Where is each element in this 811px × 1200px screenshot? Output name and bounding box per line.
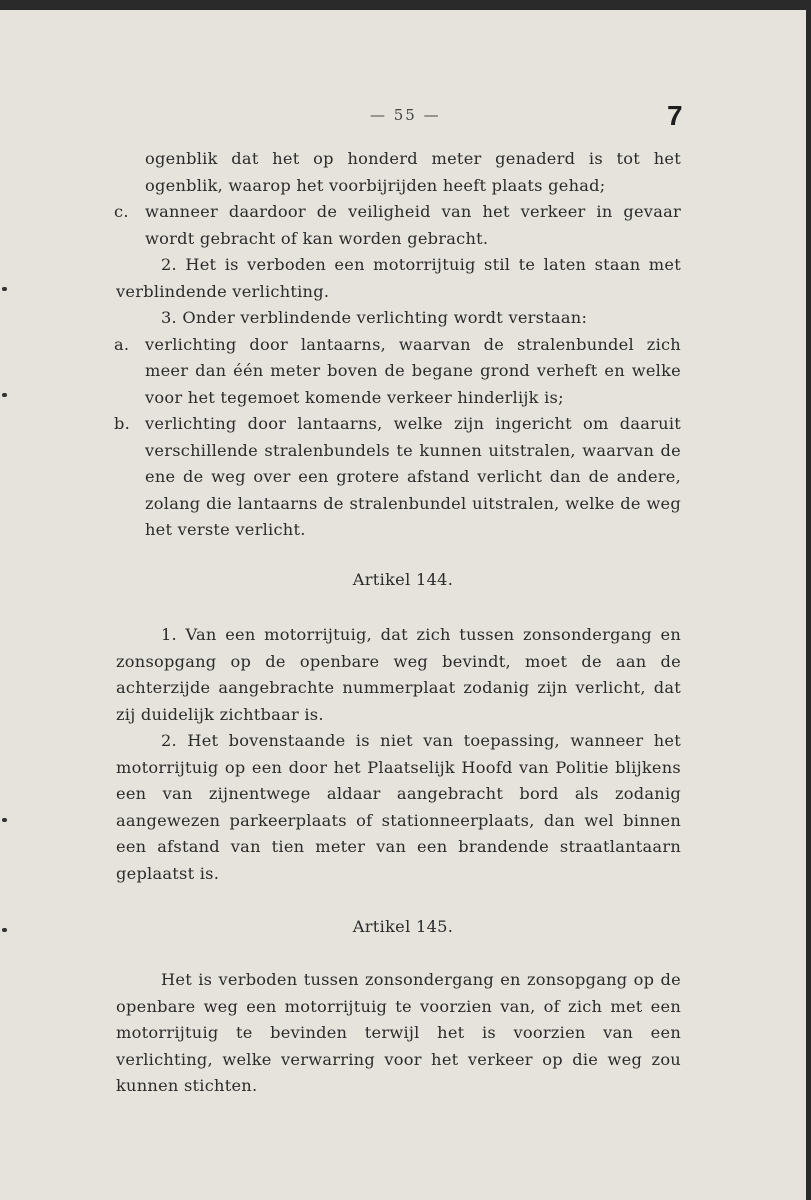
continuation-text: ogenblik dat het op honderd meter genaderd is tot het ogenblik, waarop het voorbijrijden heeft plaats gehad; <box>145 149 681 195</box>
article-144-body <box>116 622 681 887</box>
list-item-a <box>116 332 681 412</box>
article-144-paragraph-2: 2. Het bovenstaande is niet van toepassing, wanneer het motorrijtuig op een door het Plaatselijk Hoofd van Politie blijkens een van zijnentwege aldaar aangebracht bord als zodanig aangewezen parkeerplaats of stationneerplaats, dan wel binnen een afstand van tien meter van een brandende straatlantaarn geplaatst is. <box>116 731 681 883</box>
list-item-text: wanneer daardoor de veiligheid van het verkeer in gevaar wordt gebracht of kan worden gebracht. <box>145 202 681 248</box>
article-144-paragraph-1: 1. Van een motorrijtuig, dat zich tussen zonsondergang en zonsopgang op de openbare weg bevindt, moet de aan de achterzijde aangebrachte nummerplaat zodanig zijn verlicht, dat zij duidelijk zichtbaar is. <box>116 625 681 724</box>
document-page <box>0 10 806 1200</box>
list-item-b <box>116 411 681 544</box>
article-145-body <box>116 967 681 1100</box>
page-header <box>0 100 806 146</box>
article-145-heading: Artikel 145. <box>352 917 454 936</box>
article-144-heading: Artikel 144. <box>352 570 454 589</box>
list-marker: a. <box>114 334 130 354</box>
paragraph-2: 2. Het is verboden een motorrijtuig stil te laten staan met verblindende verlichting. <box>116 255 681 301</box>
article-145-paragraph-1: Het is verboden tussen zonsondergang en zonsopgang op de openbare weg een motorrijtuig te voorzien van, of zich met een motorrijtuig te bevinden terwijl het is voorzien van een verlichting, welke verwarring voor het verkeer op die weg zou kunnen stichten. <box>116 970 681 1095</box>
margin-speck <box>2 818 7 822</box>
sheet-number: 7 <box>667 100 683 131</box>
text-block-top <box>116 146 681 544</box>
margin-speck <box>2 928 7 932</box>
page-number: — 55 — <box>370 106 441 124</box>
list-item-c <box>116 199 681 252</box>
margin-speck <box>2 393 7 397</box>
paragraph-3: 3. Onder verblindende verlichting wordt verstaan: <box>161 308 588 327</box>
list-item-text: verlichting door lantaarns, welke zijn ingericht om daaruit verschillende stralenbundels te kunnen uitstralen, waarvan de ene de weg over een grotere afstand verlicht dan de andere, zolang die lantaarns de stralenbundel uitstralen, welke de weg het verste verlicht. <box>145 414 681 539</box>
list-item-text: verlichting door lantaarns, waarvan de stralenbundel zich meer dan één meter boven de begane grond verheft en welke voor het tegemoet komende verkeer hinderlijk is; <box>145 334 681 407</box>
list-marker: c. <box>114 202 129 221</box>
list-marker: b. <box>114 414 131 433</box>
margin-speck <box>2 287 7 291</box>
